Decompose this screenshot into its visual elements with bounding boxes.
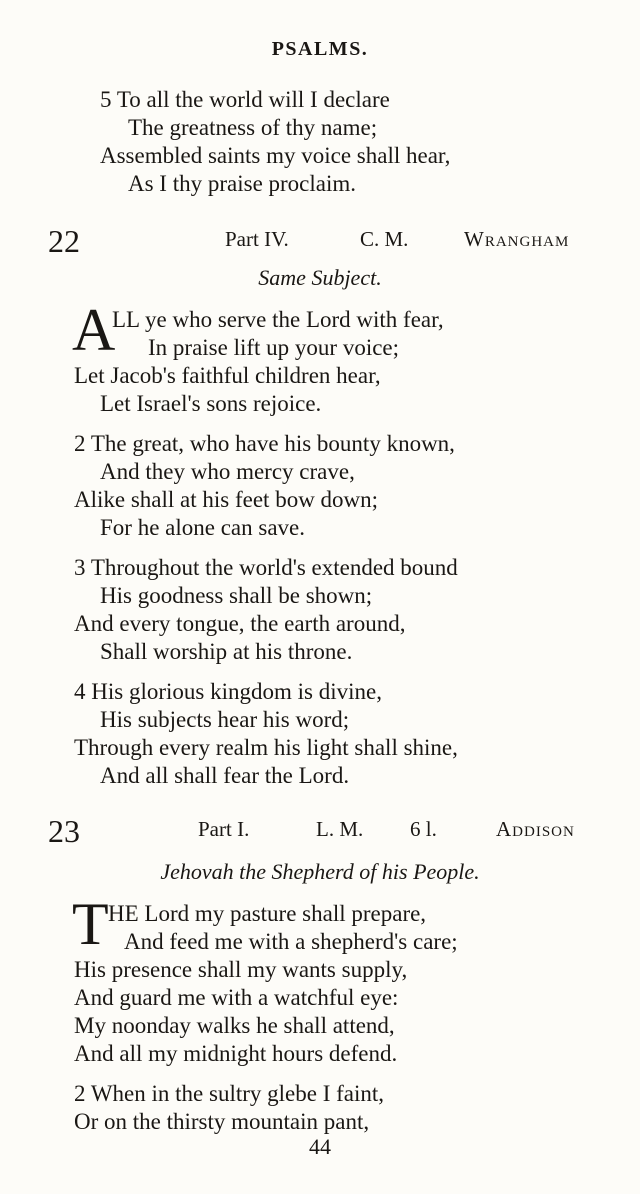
verse-line: LL ye who serve the Lord with fear,: [112, 307, 444, 332]
verse-line: HE Lord my pasture shall prepare,: [108, 901, 427, 926]
hymn-author: Addison: [496, 817, 575, 841]
verse-line: His goodness shall be shown;: [100, 583, 373, 608]
verse-line: As I thy praise proclaim.: [128, 171, 357, 196]
hymn-author: Wrangham: [464, 227, 570, 251]
running-head: PSALMS.: [271, 38, 369, 60]
hymn-part: Part I.: [198, 817, 250, 841]
verse-line: His subjects hear his word;: [100, 707, 350, 732]
hymn-lines-count: 6 l.: [410, 817, 437, 841]
verse-line: 4 His glorious kingdom is divine,: [74, 679, 382, 704]
verse-line: 3 Throughout the world's extended bound: [74, 555, 458, 580]
hymn-meter: C. M.: [360, 227, 409, 251]
hymn-subtitle: Jehovah the Shepherd of his People.: [160, 859, 480, 884]
verse-line: For he alone can save.: [100, 515, 306, 540]
hymn-part: Part IV.: [225, 227, 289, 251]
hymn-subtitle: Same Subject.: [258, 265, 382, 290]
page-number: 44: [309, 1134, 331, 1159]
verse-line: Let Israel's sons rejoice.: [100, 391, 322, 416]
verse-line: Shall worship at his throne.: [100, 639, 353, 664]
verse-line: 2 When in the sultry glebe I faint,: [74, 1081, 384, 1106]
verse-line: In praise lift up your voice;: [148, 335, 400, 360]
hymn-number: 22: [48, 223, 80, 259]
verse-line: Alike shall at his feet bow down;: [74, 487, 379, 512]
verse-line: 5 To all the world will I declare: [100, 87, 390, 112]
verse-line: And all shall fear the Lord.: [100, 763, 350, 788]
verse-line: The greatness of thy name;: [128, 115, 378, 140]
verse-line: And all my midnight hours defend.: [74, 1041, 398, 1066]
verse-line: And they who mercy crave,: [100, 459, 355, 484]
hymn-meter: L. M.: [316, 817, 364, 841]
verse-line: And every tongue, the earth around,: [74, 611, 406, 636]
verse-line: Through every realm his light shall shine,: [74, 735, 458, 760]
verse-line: 2 The great, who have his bounty known,: [74, 431, 455, 456]
verse-line: Let Jacob's faithful children hear,: [74, 363, 381, 388]
verse-line: His presence shall my wants supply,: [74, 957, 408, 982]
verse-line: And feed me with a shepherd's care;: [124, 929, 458, 954]
hymn-number: 23: [48, 813, 80, 849]
verse-line: Assembled saints my voice shall hear,: [100, 143, 451, 168]
drop-cap: T: [72, 891, 109, 957]
verse-line: And guard me with a watchful eye:: [74, 985, 399, 1010]
verse-line: My noonday walks he shall attend,: [74, 1013, 395, 1038]
verse-line: Or on the thirsty mountain pant,: [74, 1109, 370, 1134]
drop-cap: A: [72, 297, 116, 363]
